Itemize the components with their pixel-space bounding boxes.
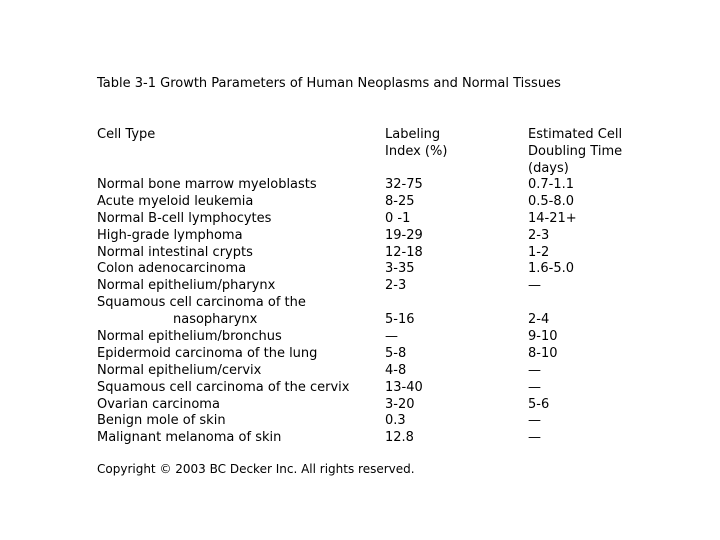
table-row: [97, 278, 697, 295]
cell-type: Epidermoid carcinoma of the lung: [97, 345, 318, 361]
doubling-time: 1.6-5.0: [528, 261, 575, 277]
labeling-index: 5-16: [385, 312, 415, 328]
table-title: Table 3-1 Growth Parameters of Human Neoplasms and Normal Tissues: [97, 76, 561, 91]
labeling-index: 19-29: [385, 227, 423, 243]
cell-type: Normal intestinal crypts: [97, 244, 253, 260]
doubling-time: —: [528, 379, 541, 395]
table-row: [97, 228, 697, 245]
cell-type: Malignant melanoma of skin: [97, 430, 282, 446]
doubling-time: —: [528, 362, 541, 378]
cell-type: Normal epithelium/cervix: [97, 362, 262, 378]
table-row: [97, 363, 697, 380]
cell-type: Ovarian carcinoma: [97, 396, 220, 412]
labeling-index: 2-3: [385, 278, 407, 294]
cell-type: Normal B-cell lymphocytes: [97, 210, 272, 226]
table-row: [97, 329, 697, 346]
labeling-index: 12.8: [385, 430, 414, 446]
labeling-index: 13-40: [385, 379, 423, 395]
cell-type: [97, 295, 382, 329]
cell-type: Benign mole of skin: [97, 413, 226, 429]
table-row: [97, 194, 697, 211]
copyright-notice: Copyright © 2003 BC Decker Inc. All rights reserved.: [97, 462, 415, 476]
labeling-index: —: [385, 329, 398, 345]
labeling-index: 32-75: [385, 177, 423, 192]
table-row: [97, 380, 697, 397]
cell-type-line2: nasopharynx: [173, 312, 258, 328]
table-row: [97, 413, 697, 430]
doubling-time: 9-10: [528, 329, 558, 345]
labeling-index: 5-8: [385, 345, 407, 361]
doubling-time: —: [528, 278, 541, 294]
cell-type: Colon adenocarcinoma: [97, 261, 247, 277]
header-cell-type: Cell Type: [97, 127, 156, 142]
doubling-time: —: [528, 430, 541, 446]
document-page: [97, 0, 697, 540]
doubling-time: 2-3: [528, 227, 550, 243]
doubling-time: —: [528, 413, 541, 429]
doubling-time: 8-10: [528, 345, 558, 361]
cell-type: Acute myeloid leukemia: [97, 193, 254, 209]
cell-type: High-grade lymphoma: [97, 227, 243, 243]
table-row: [97, 397, 697, 414]
table-row: [97, 177, 697, 194]
table-row: [97, 261, 697, 278]
table-row: [97, 211, 697, 228]
cell-type: Normal epithelium/pharynx: [97, 278, 276, 294]
header-labeling-index: Labeling Index (%): [385, 127, 448, 159]
doubling-time: 5-6: [528, 396, 550, 412]
cell-type: Normal epithelium/bronchus: [97, 329, 282, 345]
doubling-time: 2-4: [528, 312, 550, 328]
cell-type-line1: Squamous cell carcinoma of the: [97, 295, 306, 311]
doubling-time: 0.7-1.1: [528, 177, 575, 192]
labeling-index: 3-20: [385, 396, 415, 412]
table-row: [97, 295, 697, 329]
table-row: [97, 430, 697, 447]
labeling-index: 12-18: [385, 244, 423, 260]
doubling-time: 1-2: [528, 244, 550, 260]
labeling-index: 0 -1: [385, 210, 411, 226]
doubling-time: 0.5-8.0: [528, 193, 575, 209]
header-doubling-time: Estimated Cell Doubling Time (days): [528, 127, 623, 176]
labeling-index: 3-35: [385, 261, 415, 277]
table-body: [97, 177, 697, 447]
labeling-index: 4-8: [385, 362, 407, 378]
table-row: [97, 346, 697, 363]
doubling-time: 14-21+: [528, 210, 577, 226]
labeling-index: 0.3: [385, 413, 406, 429]
cell-type: Squamous cell carcinoma of the cervix: [97, 379, 350, 395]
table-row: [97, 245, 697, 262]
labeling-index: 8-25: [385, 193, 415, 209]
cell-type: Normal bone marrow myeloblasts: [97, 177, 317, 192]
